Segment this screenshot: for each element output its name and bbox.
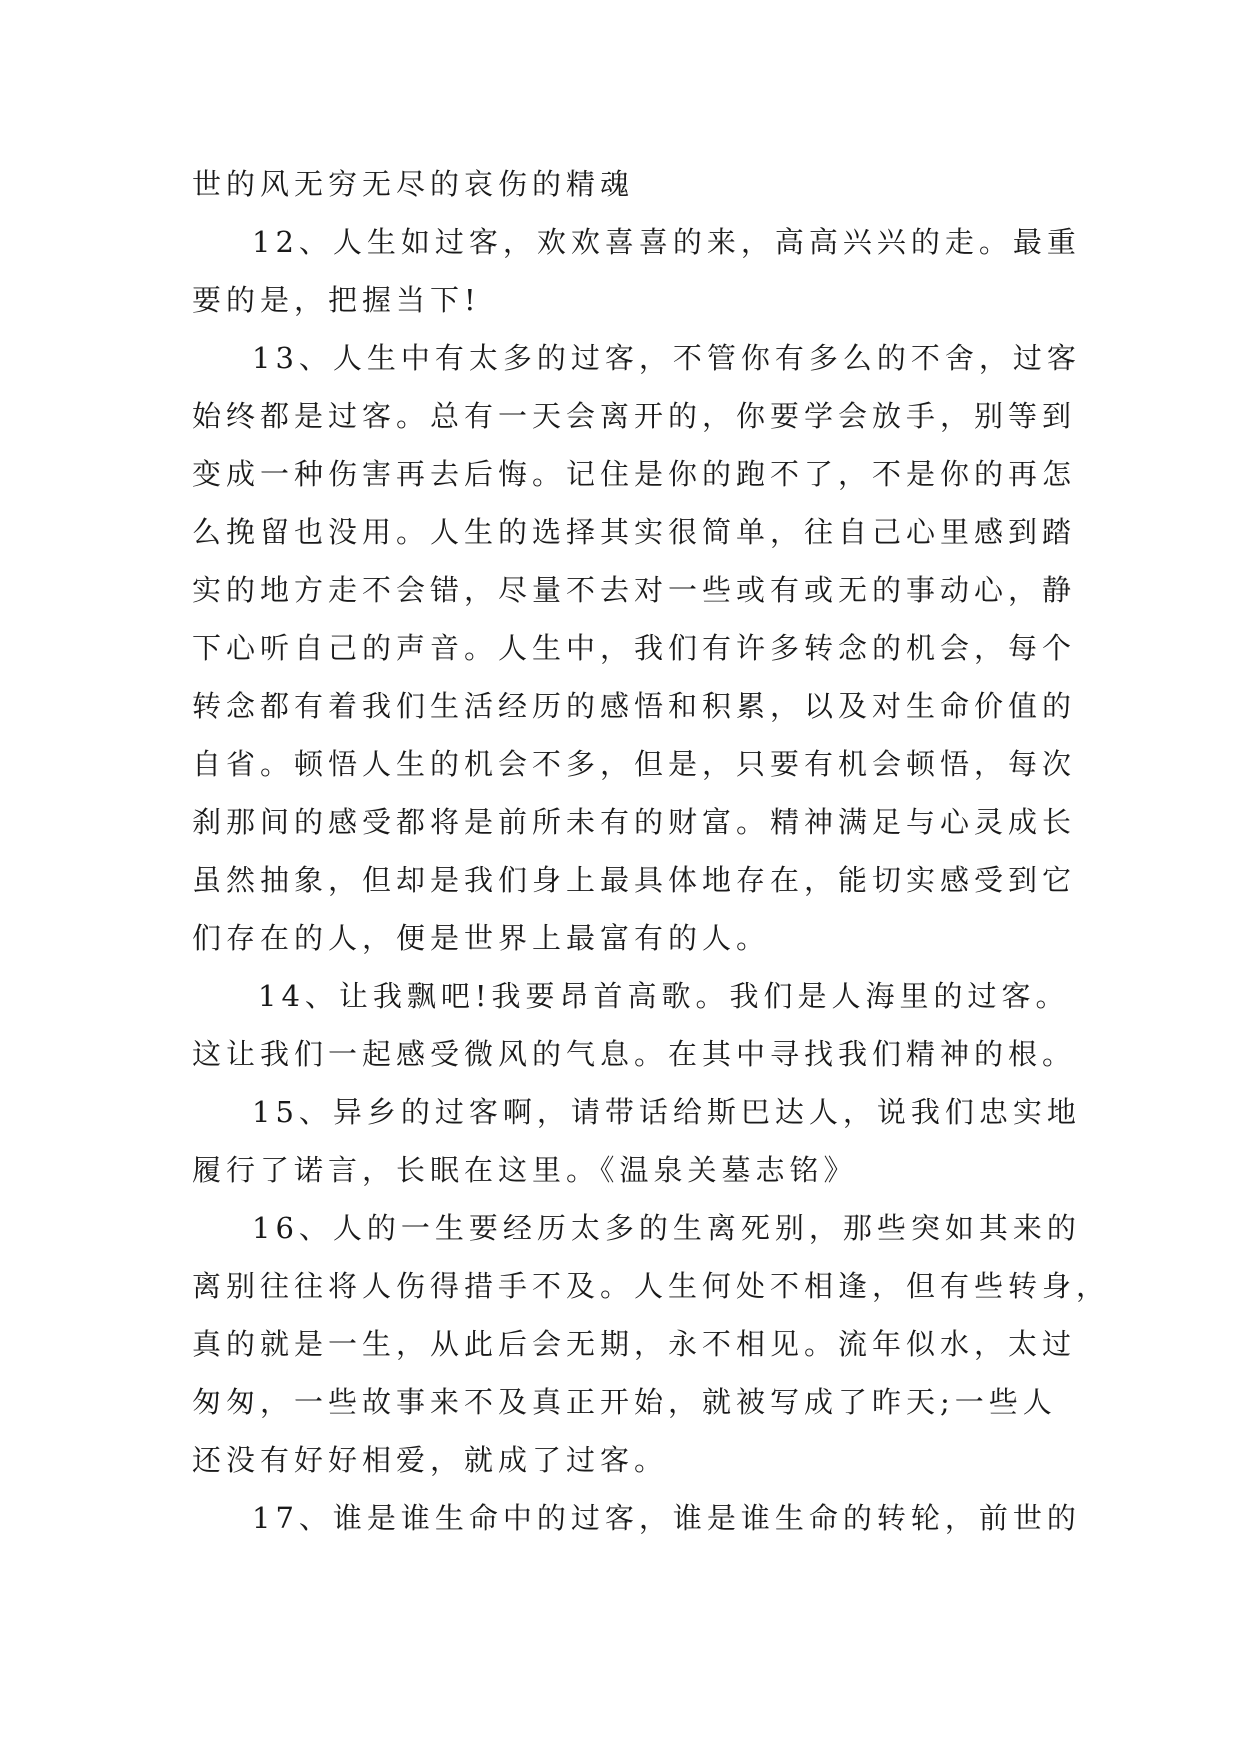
- text-line: 刹那间的感受都将是前所未有的财富。精神满足与心灵成长: [192, 805, 1077, 839]
- text-line: 离别往往将人伤得措手不及。人生何处不相逢，但有些转身，: [192, 1269, 1111, 1303]
- text-line: 履行了诺言，长眠在这里。《温泉关墓志铭》: [192, 1153, 858, 1187]
- text-line: 15、异乡的过客啊，请带话给斯巴达人，说我们忠实地: [252, 1095, 1081, 1129]
- text-line: 虽然抽象，但却是我们身上最具体地存在，能切实感受到它: [192, 863, 1077, 897]
- text-line: 14、让我飘吧!我要昂首高歌。我们是人海里的过客。: [258, 979, 1070, 1013]
- text-line: 真的就是一生，从此后会无期，永不相见。流年似水，太过: [192, 1327, 1077, 1361]
- text-line: 世的风无穷无尽的哀伤的精魂: [192, 167, 635, 201]
- text-line: 变成一种伤害再去后悔。记住是你的跑不了，不是你的再怎: [192, 457, 1077, 491]
- text-line: 12、人生如过客，欢欢喜喜的来，高高兴兴的走。最重: [252, 225, 1081, 259]
- text-line: 17、谁是谁生命中的过客，谁是谁生命的转轮，前世的: [252, 1501, 1081, 1535]
- text-line: 自省。顿悟人生的机会不多，但是，只要有机会顿悟，每次: [192, 747, 1077, 781]
- text-line: 要的是，把握当下!: [192, 283, 481, 317]
- text-line: 么挽留也没用。人生的选择其实很简单，往自己心里感到踏: [192, 515, 1077, 549]
- text-line: 13、人生中有太多的过客，不管你有多么的不舍，过客: [252, 341, 1081, 375]
- text-line: 转念都有着我们生活经历的感悟和积累，以及对生命价值的: [192, 689, 1077, 723]
- text-line: 还没有好好相爱，就成了过客。: [192, 1443, 669, 1477]
- text-line: 实的地方走不会错，尽量不去对一些或有或无的事动心，静: [192, 573, 1077, 607]
- text-line: 16、人的一生要经历太多的生离死别，那些突如其来的: [252, 1211, 1081, 1245]
- text-line: 始终都是过客。总有一天会离开的，你要学会放手，别等到: [192, 399, 1077, 433]
- text-line: 这让我们一起感受微风的气息。在其中寻找我们精神的根。: [192, 1037, 1077, 1071]
- text-line: 们存在的人，便是世界上最富有的人。: [192, 921, 771, 955]
- document-body: [192, 155, 1111, 1547]
- text-line: 下心听自己的声音。人生中，我们有许多转念的机会，每个: [192, 631, 1077, 665]
- text-line: 匆匆，一些故事来不及真正开始，就被写成了昨天;一些人: [192, 1385, 1057, 1419]
